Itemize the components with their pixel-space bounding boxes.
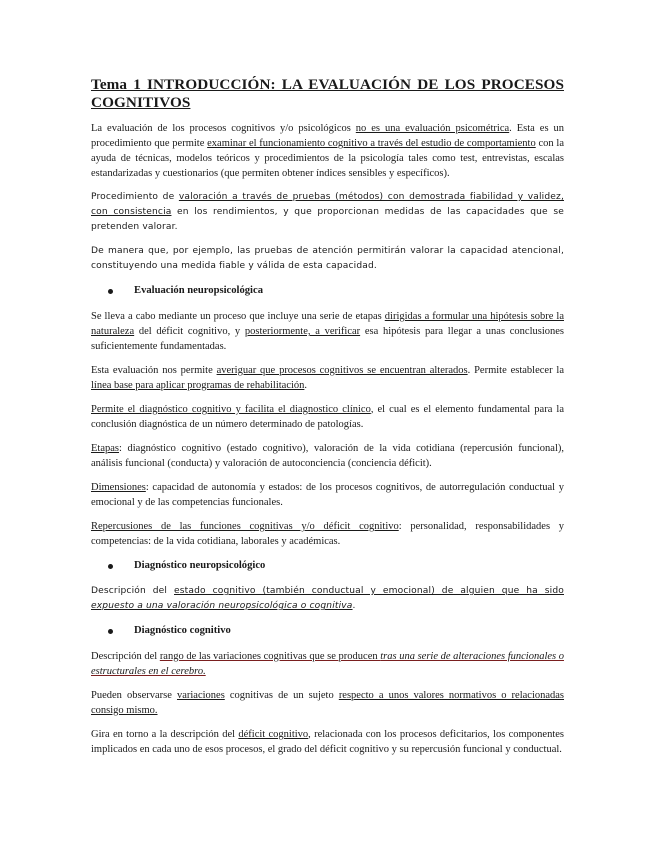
text-span: Se lleva a cabo mediante un proceso que incluye una serie de etapas (91, 311, 385, 322)
text-span: . Esta es un procedimiento que permite (91, 123, 564, 149)
text-span: Descripción del (91, 651, 160, 662)
text-span: : capacidad de autonomía y estados: de los procesos cognitivos, de autorregulación conductual y emocional y de las competencias funcionales. (91, 482, 564, 508)
page-title-line-1: Tema 1 INTRODUCCIÓN: LA EVALUACIÓN DE LOS PROCESOS (91, 76, 564, 93)
text-span: . (304, 380, 308, 391)
repercussions-paragraph (91, 519, 564, 549)
page-title-line-2: COGNITIVOS (91, 94, 191, 111)
text-span: Descripción del (91, 586, 174, 596)
document-body (91, 76, 564, 766)
section-heading-neuro-eval (91, 283, 564, 299)
underlined-text: Etapas (91, 443, 119, 454)
example-paragraph (91, 244, 564, 274)
text-span: La evaluación de los procesos cognitivos y/o psicológicos (91, 123, 356, 134)
section-heading-label: Diagnóstico neuropsicológico (134, 560, 266, 571)
text-span: Procedimiento de (91, 192, 179, 202)
evaluation-purpose-paragraph (91, 363, 564, 393)
underlined-text: déficit cognitivo (238, 729, 309, 740)
underlined-text: Permite el diagnóstico cognitivo y facilita el diagnostico clínico (91, 404, 371, 415)
text-span: Pueden observarse (91, 690, 177, 701)
intro-paragraph (91, 121, 564, 181)
neuro-diag-paragraph (91, 584, 564, 614)
underlined-text: rango de las variaciones cognitivas que se producen (159, 651, 381, 662)
section-heading-cog-diag (91, 623, 564, 639)
underlined-text: línea base para aplicar programas de rehabilitación (91, 380, 305, 391)
section-heading-label: Evaluación neuropsicológica (134, 285, 264, 296)
underlined-text: averiguar que procesos cognitivos se encuentran alterados (216, 365, 468, 376)
text-span: . (352, 601, 356, 611)
underlined-text: Repercusiones de las funciones cognitivas y/o déficit cognitivo (91, 521, 399, 532)
underlined-text: dirigidas a formular una hipótesis sobre la naturaleza (91, 311, 564, 337)
diagnosis-paragraph (91, 402, 564, 432)
underlined-text: valoración a través de pruebas (métodos) con demostrada fiabilidad y validez, con consistencia (91, 192, 564, 217)
underlined-text: estado cognitivo (también conductual y emocional) de alguien que ha sido (174, 586, 564, 596)
underlined-text: posteriormente, a verificar (244, 326, 361, 337)
stages-paragraph (91, 441, 564, 471)
text-span: Esta evaluación nos permite (91, 365, 217, 376)
text-span: : diagnóstico cognitivo (estado cognitivo), valoración de la vida cotidiana (repercusión funcional), análisis funcional (conducta) y valoración de autoconciencia (conciencia déficit). (91, 443, 564, 469)
text-span: . Permite establecer la (467, 365, 564, 376)
underlined-text: no es una evaluación psicométrica (355, 123, 510, 134)
underlined-text: variaciones (176, 690, 225, 701)
dimensions-paragraph (91, 480, 564, 510)
text-span: del déficit cognitivo, y (134, 326, 245, 337)
page-title (91, 76, 564, 112)
text-span: esa hipótesis para llegar a unas conclusiones suficientemente fundamentadas. (91, 326, 564, 352)
text-span: , el cual es el elemento fundamental para la conclusión diagnóstica de un número determinado de patologías. (91, 404, 565, 430)
text-span: en los rendimientos, y que proporcionan medidas de las capacidades que se pretenden valorar. (91, 207, 564, 232)
section-heading-neuro-diag (91, 558, 564, 574)
variations-paragraph (91, 688, 564, 718)
section-heading-label: Diagnóstico cognitivo (134, 625, 231, 636)
text-span: cognitivas de un sujeto (224, 690, 339, 701)
bullet-icon (108, 564, 113, 569)
text-span: : personalidad, responsabilidades y competencias: de la vida cotidiana, laborales y académicas. (91, 521, 565, 547)
text-span: con la ayuda de técnicas, modelos teóricos y procedimientos de la psicología tales como test, entrevistas, escalas estandarizadas y cuestionarios (que permiten obtener índices sensibles y específicos). (91, 138, 564, 179)
bullet-icon (108, 629, 113, 634)
underlined-italic-text: expuesto a una valoración neuropsicológica o cognitiva (91, 601, 353, 611)
process-paragraph (91, 309, 564, 354)
text-span: De manera que, por ejemplo, las pruebas de atención permitirán valorar la capacidad atencional, constituyendo una medida fiable y válida de esta capacidad. (91, 246, 564, 271)
deficit-paragraph (91, 727, 564, 757)
underlined-text: examinar el funcionamiento cognitivo a través del estudio de comportamiento (207, 138, 536, 149)
bullet-icon (108, 289, 113, 294)
underlined-italic-text: tras una serie de alteraciones funcionales o estructurales en el cerebro. (91, 651, 564, 677)
text-span: , relacionada con los procesos deficitarios, los componentes implicados en cada uno de esos procesos, el grado del déficit cognitivo y su repercusión funcional y conductual. (91, 729, 565, 755)
underlined-text: respecto a unos valores normativos o relacionadas consigo mismo. (91, 690, 565, 716)
procedure-paragraph (91, 190, 564, 235)
cog-diag-paragraph (91, 649, 564, 679)
text-span: Gira en torno a la descripción del (91, 729, 239, 740)
underlined-text: Dimensiones (91, 482, 146, 493)
